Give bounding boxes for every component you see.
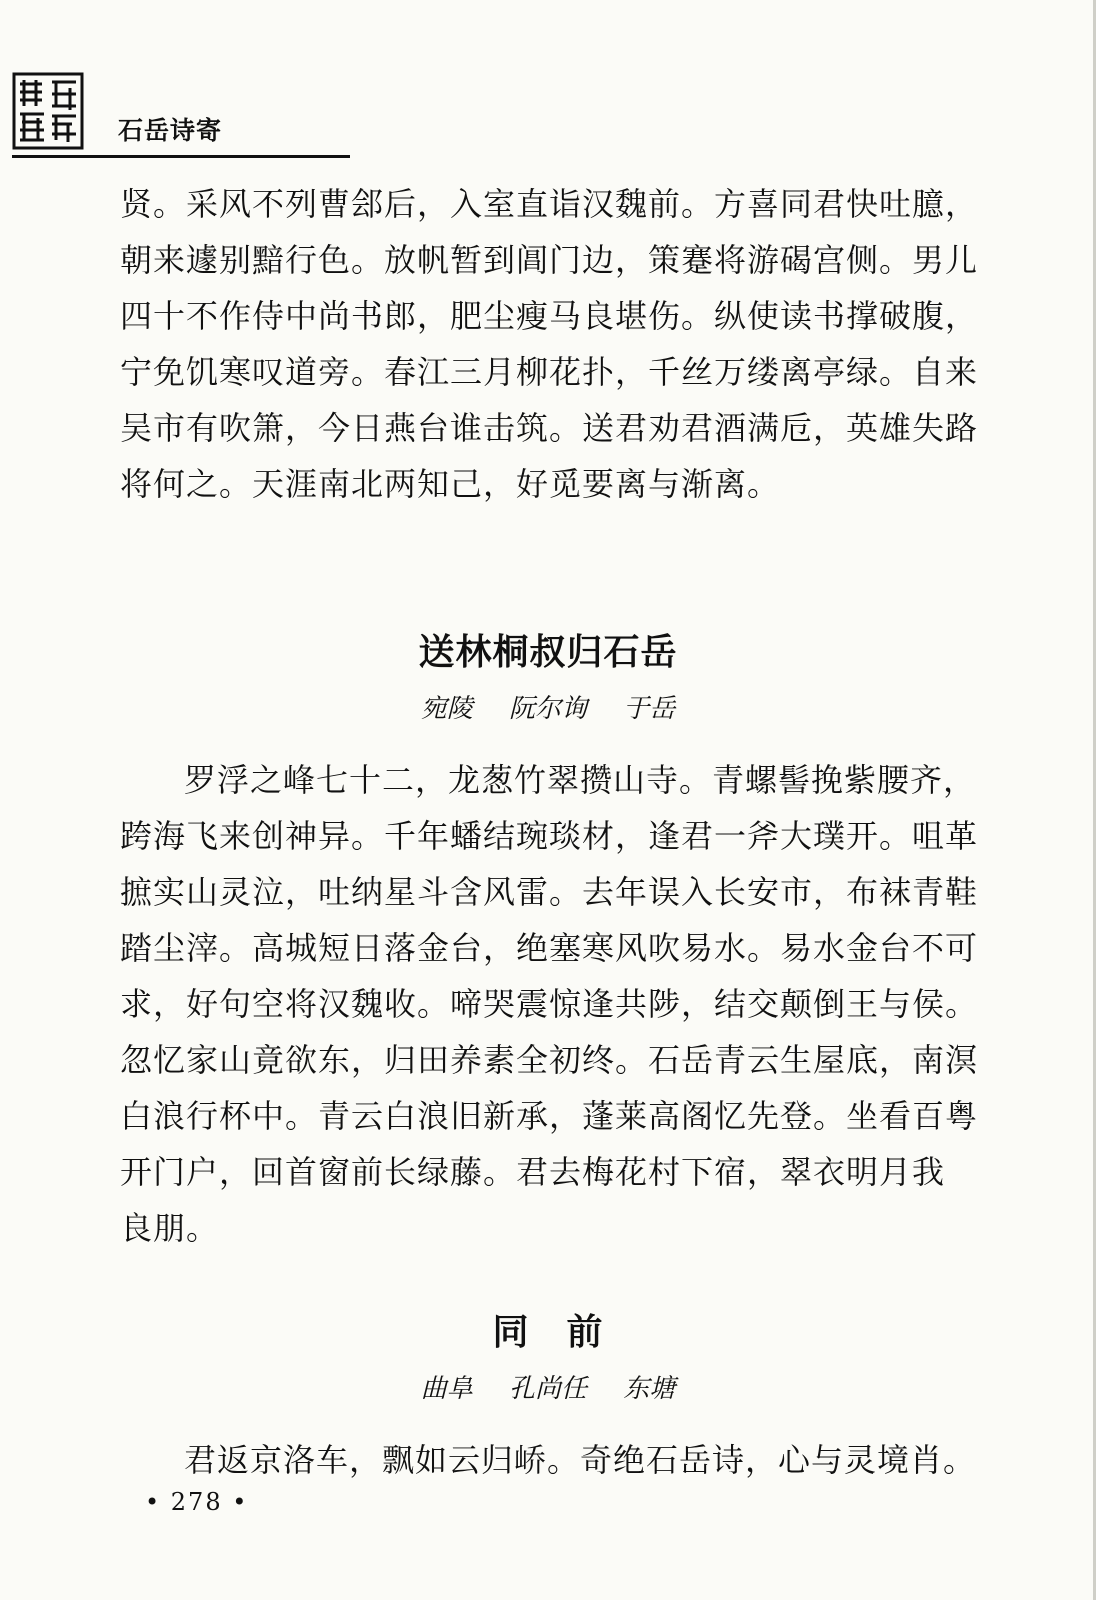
text-line: 吴市有吹箫，今日燕台谁击筑。送君劝君酒满卮，英雄失路 <box>120 409 979 447</box>
text-line: 四十不作侍中尚书郎，肥尘瘦马良堪伤。纵使读书撑破腹， <box>120 297 979 335</box>
poem-body <box>120 1432 977 1488</box>
text-line: 将何之。天涯南北两知己，好觅要离与渐离。 <box>120 465 781 503</box>
text-line: 忽忆家山竟欲东，归田养素全初终。石岳青云生屋底，南溟 <box>120 1041 979 1079</box>
text-line: 跨海飞来创神异。千年蟠结琬琰材，逢君一斧大璞开。咀革 <box>120 817 979 855</box>
text-line: 宁免饥寒叹道旁。春江三月柳花扑，千丝万缕离亭绿。自来 <box>120 353 979 391</box>
text-line: 贤。采风不列曹郐后，入室直诣汉魏前。方喜同君快吐臆， <box>120 185 979 223</box>
byline-author: 阮尔询 <box>508 694 587 724</box>
poem-body <box>120 752 979 1256</box>
text-line: 朝来遽别黯行色。放帆暂到阊门边，策蹇将游碣宫侧。男儿 <box>120 241 979 279</box>
byline-author: 孔尚任 <box>508 1374 587 1404</box>
poem-byline <box>0 688 1096 725</box>
continued-poem-text <box>120 176 979 512</box>
header-rule <box>12 155 350 158</box>
text-line: 罗浮之峰七十二，龙葱竹翠攒山寺。青螺髻挽紫腰齐， <box>184 761 977 799</box>
text-line: 白浪行杯中。青云白浪旧新承，蓬莱高阁忆先登。坐看百粤 <box>120 1097 979 1135</box>
text-line: 踏尘滓。高城短日落金台，绝塞寒风吹易水。易水金台不可 <box>120 929 979 967</box>
poem-title: 送林桐叔归石岳 <box>418 632 678 673</box>
poem-title: 同 前 <box>492 1312 604 1353</box>
poem-byline <box>0 1368 1096 1405</box>
text-line: 开门户，回首窗前长绿藤。君去梅花村下宿，翠衣明月我 <box>120 1153 946 1191</box>
byline-style-name: 于岳 <box>623 694 676 724</box>
text-line: 君返京洛车，飘如云归峤。奇绝石岳诗，心与灵境肖。 <box>184 1441 977 1479</box>
byline-style-name: 东塘 <box>623 1374 676 1404</box>
byline-place: 宛陵 <box>420 694 473 724</box>
text-line: 良朋。 <box>120 1209 220 1247</box>
text-line: 求，好句空将汉魏收。啼哭震惊逢共陟，结交颠倒王与侯。 <box>120 985 979 1023</box>
running-title: 石岳诗寄 <box>118 116 223 145</box>
byline-place: 曲阜 <box>420 1374 473 1404</box>
text-line: 摭实山灵泣，吐纳星斗含风雷。去年误入长安市，布袜青鞋 <box>120 873 979 911</box>
page-number: • 278 • <box>145 1488 249 1516</box>
seal-stamp-icon <box>12 72 84 150</box>
